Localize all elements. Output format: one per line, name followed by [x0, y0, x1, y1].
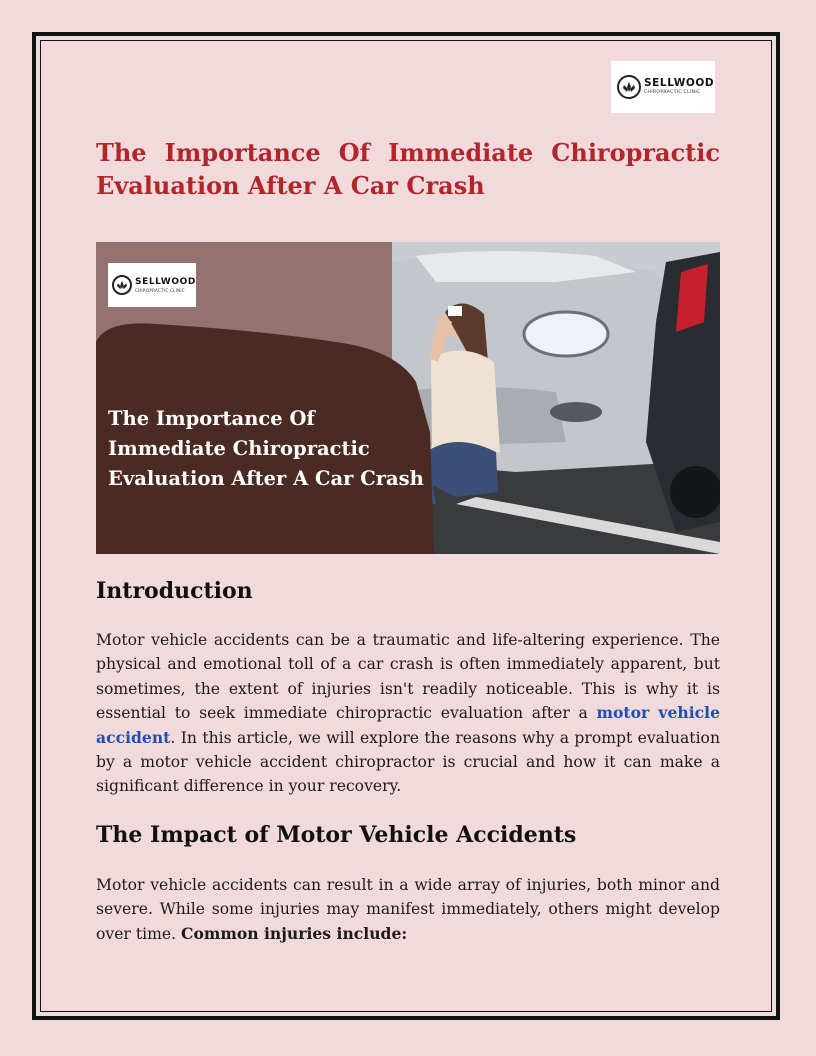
page-title: The Importance Of Immediate Chiropractic Evaluation After A Car Crash	[96, 138, 720, 200]
impact-text: Motor vehicle accidents can result in a wide array of injuries, both minor and severe. While some injuries may manifest immediately, others might develop over time.	[96, 876, 720, 943]
impact-heading: The Impact of Motor Vehicle Accidents	[96, 822, 577, 848]
introduction-heading: Introduction	[96, 578, 253, 604]
logo-subtitle: CHIROPRACTIC CLINIC	[644, 89, 701, 95]
banner-clinic-logo	[108, 263, 196, 307]
motor-vehicle-accident-link[interactable]: motor vehicle accident	[96, 703, 721, 747]
banner-logo-name: SELLWOOD	[135, 276, 196, 287]
common-injuries-label: Common injuries include:	[181, 923, 408, 943]
logo-name: SELLWOOD	[644, 77, 715, 90]
impact-paragraph	[96, 873, 720, 946]
banner-title: The Importance Of Immediate Chiropractic Evaluation After A Car Crash	[108, 407, 424, 490]
banner-logo-subtitle: CHIROPRACTIC CLINIC	[135, 287, 185, 293]
hero-banner	[96, 242, 720, 554]
lotus-icon	[617, 75, 641, 99]
lotus-icon	[112, 275, 132, 295]
clinic-logo	[611, 61, 715, 113]
intro-text-before-link: Motor vehicle accidents can be a traumatic and life-altering experience. The physical and emotional toll of a car crash is often immediately apparent, but sometimes, the extent of injuries isn't readily noticeable. This is why it is essential to seek immediate chiropractic evaluation after a	[96, 631, 720, 723]
intro-text-after-link: . In this article, we will explore the reasons why a prompt evaluation by a motor vehicle accident chiropractor is crucial and how it can make a significant difference in your recovery.	[96, 728, 720, 796]
introduction-paragraph	[96, 628, 720, 799]
